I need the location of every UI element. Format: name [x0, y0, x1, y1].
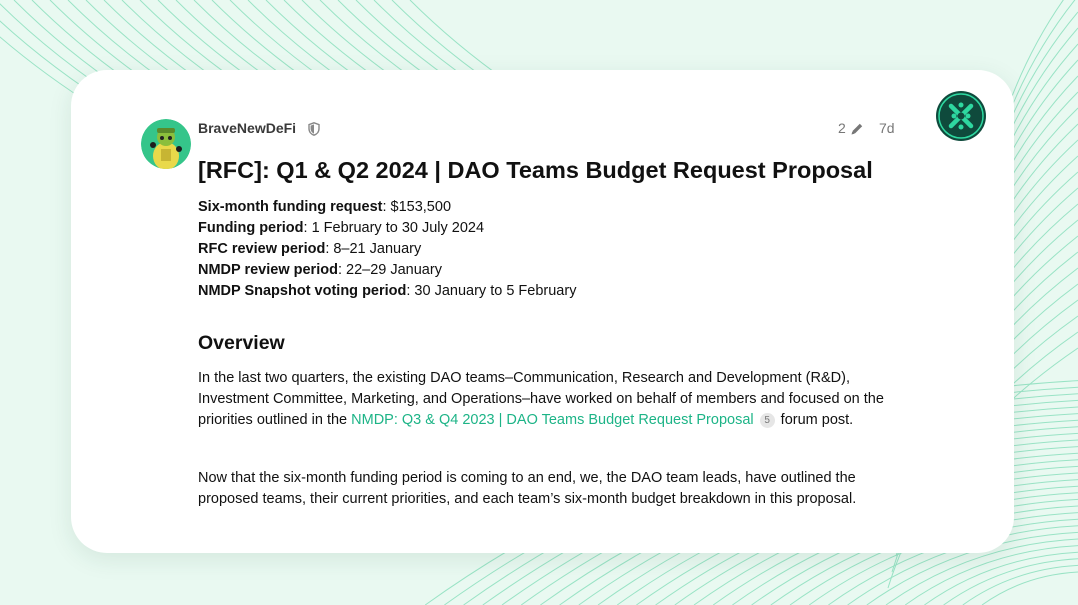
- post-title: [RFC]: Q1 & Q2 2024 | DAO Teams Budget Request Proposal: [198, 157, 873, 183]
- paragraph-text: In the last two quarters, the existing DAO teams–Communication, Research and Development (R&D), Investment Committee, Marketing, and Operations–have worked on behalf of members and focused on the priorities outlined in the: [198, 370, 884, 428]
- fact-value: : 30 January to 5 February: [406, 283, 577, 299]
- fact-row: [198, 281, 576, 302]
- fact-label: NMDP Snapshot voting period: [198, 283, 407, 299]
- fact-value: : 8–21 January: [325, 241, 422, 257]
- shield-icon: [308, 122, 320, 136]
- background-line: [963, 565, 1078, 605]
- fact-row: [198, 260, 576, 281]
- dao-logo-icon: [936, 91, 986, 141]
- overview-paragraph-1: [198, 368, 898, 431]
- fact-label: RFC review period: [198, 241, 326, 257]
- overview-paragraph-2: Now that the six-month funding period is coming to an end, we, the DAO team leads, have outlined the proposed teams, their current priorities, and each team’s six-month budget breakdown in this proposal.: [198, 470, 857, 507]
- fact-row: [198, 197, 576, 218]
- fact-label: NMDP review period: [198, 262, 338, 278]
- avatar-image: [141, 119, 191, 169]
- avatar[interactable]: [141, 119, 191, 169]
- edit-count[interactable]: 2: [838, 120, 846, 136]
- link-click-count-badge: 5: [760, 413, 775, 428]
- fact-value: : $153,500: [382, 199, 452, 215]
- fact-label: Funding period: [198, 220, 304, 236]
- funding-facts: [198, 197, 576, 302]
- background-line: [982, 572, 1078, 605]
- post-meta: [198, 119, 898, 139]
- username-link[interactable]: BraveNewDeFi: [198, 120, 297, 136]
- fact-row: [198, 218, 576, 239]
- pencil-icon[interactable]: [850, 122, 864, 136]
- paragraph-text: forum post.: [776, 412, 854, 428]
- background-line: [924, 552, 1078, 605]
- fact-label: Six-month funding request: [198, 199, 383, 215]
- dao-logo[interactable]: [936, 91, 986, 141]
- proposal-link[interactable]: NMDP: Q3 & Q4 2023 | DAO Teams Budget Request Proposal: [351, 412, 754, 428]
- overview-heading: Overview: [198, 332, 285, 354]
- fact-value: : 22–29 January: [337, 262, 442, 278]
- post-age[interactable]: 7d: [879, 120, 895, 136]
- fact-row: [198, 239, 576, 260]
- fact-value: : 1 February to 30 July 2024: [303, 220, 485, 236]
